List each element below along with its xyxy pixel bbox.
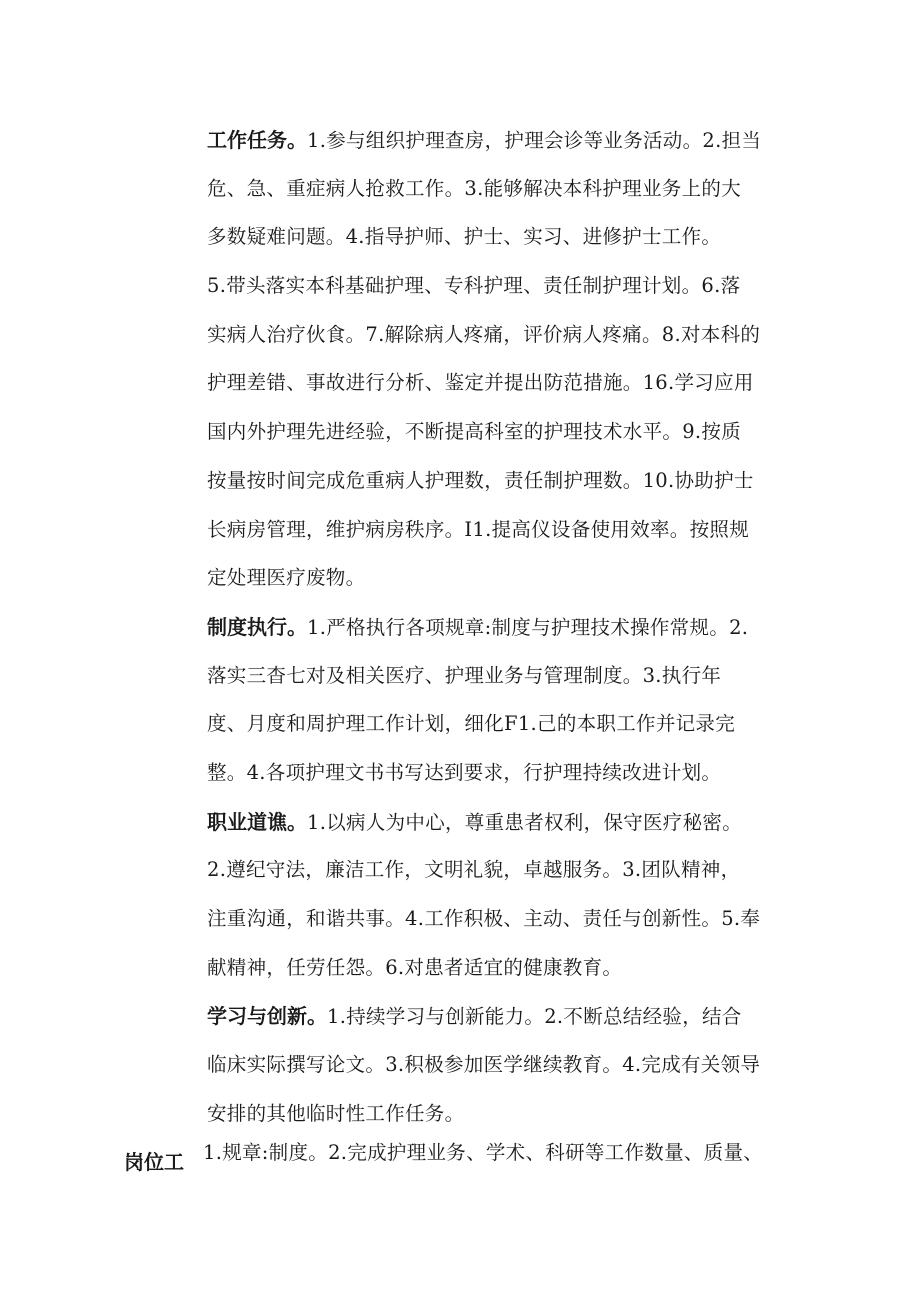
text-line: 整。4.各项护理文书书写达到要求，行护理持续改进计划。 — [207, 760, 722, 784]
text-line: 2.遵纪守法，廉洁工作，文明礼貌，卓越服务。3.团队精神， — [207, 858, 741, 882]
text-line — [207, 605, 817, 654]
text-line: 危、急、重症病人抢救工作。3.能够解决本科护理业务上的大 — [207, 176, 742, 200]
text-line — [207, 800, 817, 849]
text-line: 多数疑难问题。4.指导护师、护士、实习、进修护士工作。 — [207, 225, 722, 249]
line-text: 1.严格执行各项规章:制度与护理技术操作常规。2. — [307, 615, 749, 639]
text-line: 定处理医疗废物。 — [207, 566, 366, 590]
text-line: 临床实际撰写论文。3.积极参加医学继续教育。4.完成有关领导 — [207, 1053, 761, 1077]
section-heading: 学习与创新。 — [207, 1004, 327, 1029]
section-heading: 工作任务。 — [207, 128, 307, 152]
bottom-text: 1.规章:制度。2.完成护理业务、学术、科研等工作数量、质量、 — [203, 1141, 764, 1164]
text-line — [207, 994, 817, 1043]
text-line: 度、月度和周护理工作计划，细化F1.己的本职工作并记录完 — [207, 712, 736, 736]
section-heading: 职业道谯。 — [207, 809, 307, 834]
text-line: 献精神，任劳任怨。6.对患者适宜的健康教育。 — [207, 955, 623, 979]
line-text: 1.以病人为中心，尊重患者权利，保守医疗秘密。 — [307, 810, 743, 834]
bottom-row — [0, 1133, 920, 1183]
text-line: 护理差错、事故进行分析、鉴定并提出防范措施。16.学习应用 — [207, 371, 754, 395]
text-line: 国内外护理先进经验，不断提高科室的护理技术水平。9.按质 — [207, 420, 742, 444]
section-professional-ethics — [207, 800, 817, 995]
text-line: 实病人治疗伙食。7.解除病人疼痛，评价病人疼痛。8.对本科的 — [207, 322, 761, 346]
section-heading: 制度执行。 — [207, 614, 307, 639]
section-work-tasks — [207, 118, 817, 605]
line-text: 1.参与组织护理查房，护理会诊等业务活动。2.担当 — [307, 129, 762, 152]
text-line: 注重沟通，和谐共事。4.工作积极、主动、责任与创新性。5.奉 — [207, 907, 761, 930]
line-text: 1.持续学习与创新能力。2.不断总结经验，结合 — [327, 1005, 742, 1029]
text-line: 安排的其他临时性工作任务。 — [207, 1101, 465, 1125]
document-body — [207, 118, 817, 1140]
text-line: 5.带头落实本科基础护理、专科护理、责任制护理计划。6.落 — [207, 274, 741, 298]
section-rule-execution — [207, 605, 817, 800]
section-learning-innovation — [207, 994, 817, 1140]
text-line — [207, 118, 817, 167]
text-line: 按量按时间完成危重病人护理数，责任制护理数。10.协助护士 — [207, 468, 754, 492]
text-line: 长病房管理，维护病房秩序。I1.提高仪设备使用效率。按照规 — [207, 517, 750, 541]
side-label: 岗位工 — [124, 1150, 184, 1174]
text-line: 落实三杳七对及相关医疗、护理业务与管理制度。3.执行年 — [207, 663, 722, 687]
